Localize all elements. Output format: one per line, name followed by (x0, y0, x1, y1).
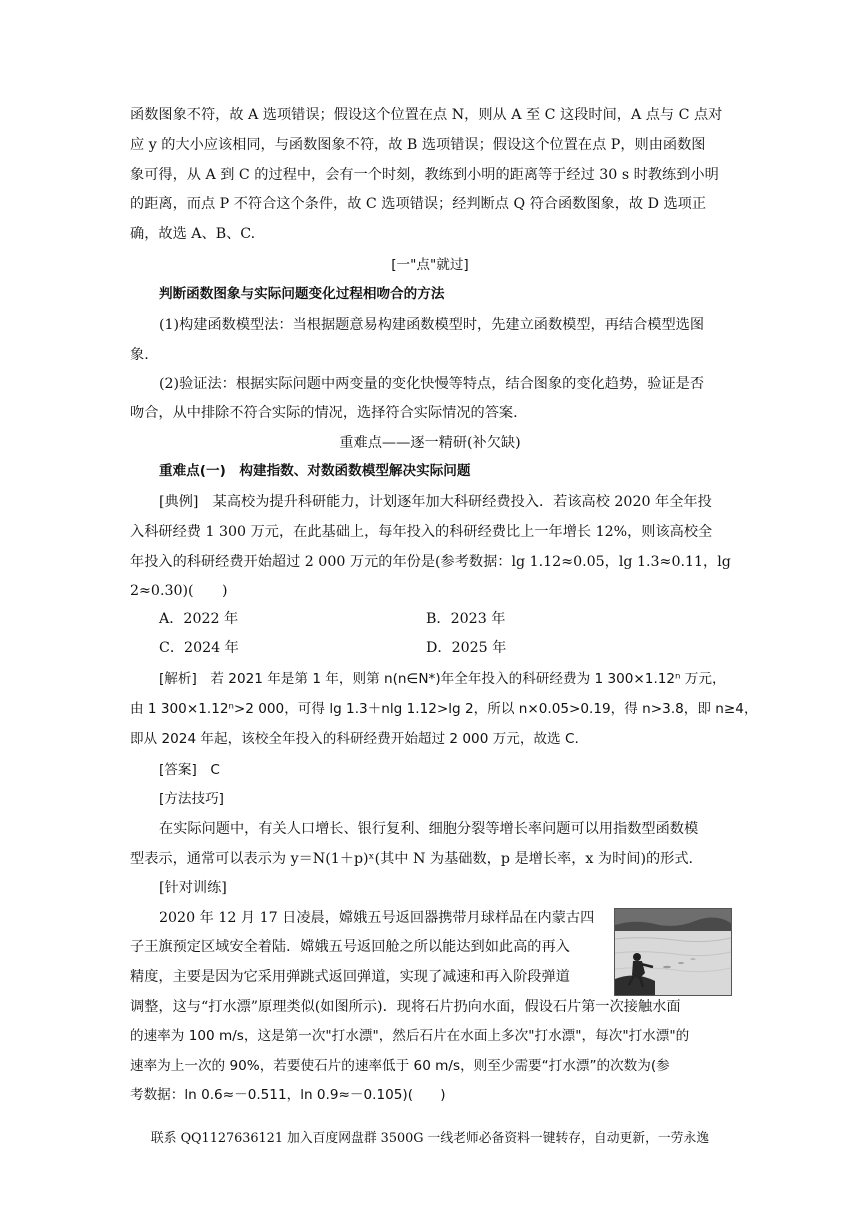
paragraph-line: 函数图象不符，故 A 选项错误；假设这个位置在点 N，则从 A 至 C 这段时间，A 点与 C 点对 (130, 107, 723, 123)
method-line: 象. (130, 347, 149, 363)
training-line: 调整，这与“打水漂”原理类似(如图所示)．现将石片扔向水面，假设石片第一次接触水面 (130, 999, 681, 1015)
option-b: B．2023 年 (426, 611, 506, 627)
stone-skipping-photo (614, 908, 732, 996)
option-c: C．2024 年 (159, 640, 239, 656)
footer-note: 联系 QQ1127636121 加入百度网盘群 3500G 一线老师必备资料一键转存，自动更新，一劳永逸 (150, 1131, 710, 1146)
analysis-line: [解析] 若 2021 年是第 1 年，则第 n(n∈N*)年全年投入的科研经费为 1 300×1.12ⁿ 万元， (159, 671, 726, 687)
training-line: 精度，主要是因为它采用弹跳式返回弹道，实现了减速和再入阶段弹道 (130, 969, 570, 985)
option-a: A．2022 年 (159, 611, 239, 627)
example-line: 年投入的科研经费开始超过 2 000 万元的年份是(参考数据：lg 1.12≈0.05，lg 1.3≈0.11，lg (130, 554, 731, 570)
training-line: 的速率为 100 m/s，这是第一次"打水漂"，然后石片在水面上多次"打水漂"，每次"打水漂"的 (130, 1028, 690, 1044)
training-line: 子王旗预定区域安全着陆．嫦娥五号返回舱之所以能达到如此高的再入 (130, 939, 570, 955)
key-heading: 重难点——逐一精研(补欠缺) (339, 435, 521, 451)
method-line: (2)验证法：根据实际问题中两变量的变化快慢等特点，结合图象的变化趋势，验证是否 (159, 376, 705, 392)
method-title: 判断函数图象与实际问题变化过程相吻合的方法 (159, 286, 445, 302)
answer-line: [答案] C (159, 762, 220, 778)
example-line: 2≈0.30)( ) (130, 583, 228, 599)
paragraph-line: 确，故选 A、B、C. (130, 226, 256, 242)
paragraph-line: 应 y 的大小应该相同，与函数图象不符，故 B 选项错误；假设这个位置在点 P，则由函数图 (130, 137, 706, 153)
tips-line: 在实际问题中，有关人口增长、银行复利、细胞分裂等增长率问题可以用指数型函数模 (159, 821, 699, 837)
tips-title: [方法技巧] (159, 791, 224, 807)
training-line: 考数据：ln 0.6≈－0.511，ln 0.9≈－0.105)( ) (130, 1087, 446, 1103)
analysis-line: 由 1 300×1.12ⁿ>2 000，可得 lg 1.3＋nlg 1.12>lg 2，所以 n×0.05>0.19，得 n>3.8，即 n≥4， (130, 701, 758, 717)
section-tag: [一"点"就过] (391, 257, 469, 273)
tips-line: 型表示，通常可以表示为 y＝N(1＋p)ˣ(其中 N 为基础数，p 是增长率，x 为时间)的形式. (130, 851, 694, 867)
paragraph-line: 象可得，从 A 到 C 的过程中，会有一个时刻，教练到小明的距离等于经过 30 s 时教练到小明 (130, 167, 719, 183)
analysis-line: 即从 2024 年起，该校全年投入的科研经费开始超过 2 000 万元，故选 C. (130, 731, 579, 747)
training-line: 2020 年 12 月 17 日凌晨，嫦娥五号返回器携带月球样品在内蒙古四 (159, 910, 595, 926)
method-line: 吻合，从中排除不符合实际的情况，选择符合实际情况的答案. (130, 405, 518, 421)
example-line: 入科研经费 1 300 万元，在此基础上，每年投入的科研经费比上一年增长 12%，则该高校全 (130, 524, 713, 540)
training-title: [针对训练] (159, 880, 227, 896)
method-line: (1)构建函数模型法：当根据题意易构建函数模型时，先建立函数模型，再结合模型选图 (159, 317, 705, 333)
option-d: D．2025 年 (426, 640, 507, 656)
training-line: 速率为上一次的 90%，若要使石片的速率低于 60 m/s，则至少需要“打水漂”的次数为(参 (130, 1058, 670, 1074)
paragraph-line: 的距离，而点 P 不符合这个条件，故 C 选项错误；经判断点 Q 符合函数图象，故 D 选项正 (130, 196, 707, 212)
key-section-title: 重难点(一) 构建指数、对数函数模型解决实际问题 (159, 463, 471, 479)
example-line: [典例] 某高校为提升科研能力，计划逐年加大科研经费投入．若该高校 2020 年全年投 (159, 494, 712, 510)
